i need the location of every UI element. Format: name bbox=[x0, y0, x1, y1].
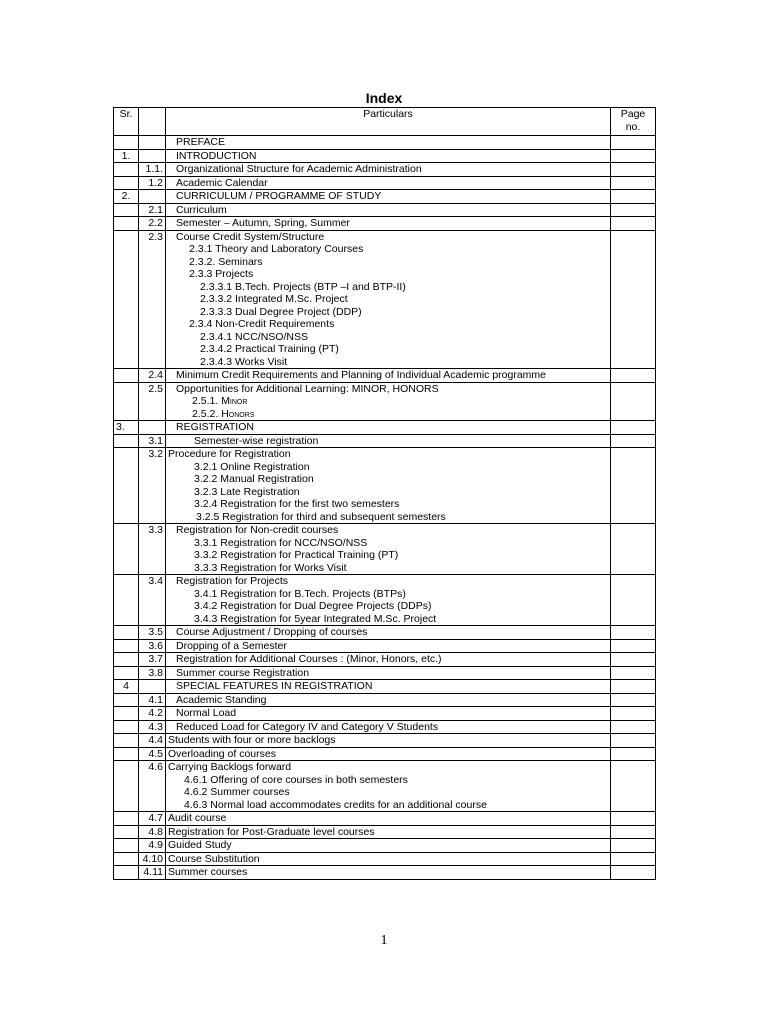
particulars-line: Reduced Load for Category IV and Category V Students bbox=[176, 720, 439, 733]
particulars-line: Summer courses bbox=[168, 866, 248, 878]
particulars-line: Guided Study bbox=[168, 839, 232, 851]
table-row bbox=[114, 852, 656, 866]
particulars-cell bbox=[166, 136, 611, 150]
index-table bbox=[113, 107, 656, 880]
particulars-line: Registration for Additional Courses : (Minor, Honors, etc.) bbox=[176, 653, 442, 665]
particulars-line: Academic Standing bbox=[176, 693, 267, 706]
particulars-line: 2.5.2. Honors bbox=[192, 407, 255, 420]
section-number-cell: 4.2 bbox=[139, 707, 166, 721]
section-number-cell: 2.2 bbox=[139, 217, 166, 231]
section-number-cell bbox=[139, 136, 166, 150]
section-number-cell: 4.9 bbox=[139, 839, 166, 853]
particulars-line: 3.4.2 Registration for Dual Degree Projects (DDPs) bbox=[194, 600, 432, 612]
particulars-cell bbox=[166, 203, 611, 217]
particulars-line: Overloading of courses bbox=[168, 747, 276, 760]
particulars-cell bbox=[166, 639, 611, 653]
particulars-cell bbox=[166, 421, 611, 435]
particulars-cell bbox=[166, 707, 611, 721]
table-row bbox=[114, 707, 656, 721]
table-row bbox=[114, 839, 656, 853]
header-sub bbox=[139, 108, 166, 136]
particulars-cell bbox=[166, 448, 611, 524]
section-number-cell bbox=[139, 190, 166, 204]
section-number-cell bbox=[139, 421, 166, 435]
sr-cell bbox=[114, 434, 139, 448]
sr-cell bbox=[114, 825, 139, 839]
particulars-line: CURRICULUM / PROGRAMME OF STUDY bbox=[176, 190, 382, 202]
page-title: Index bbox=[365, 90, 403, 106]
section-number-cell: 4.4 bbox=[139, 734, 166, 748]
page-no-cell bbox=[611, 575, 656, 626]
sr-cell bbox=[114, 230, 139, 369]
page-no-cell bbox=[611, 666, 656, 680]
sr-cell bbox=[114, 761, 139, 812]
sr-cell bbox=[114, 448, 139, 524]
particulars-line: 3.2.4 Registration for the first two semesters bbox=[194, 498, 400, 510]
section-number-cell: 4.8 bbox=[139, 825, 166, 839]
page-no-cell bbox=[611, 639, 656, 653]
particulars-line: 2.3.3.2 Integrated M.Sc. Project bbox=[200, 293, 348, 305]
table-row bbox=[114, 448, 656, 524]
sr-cell bbox=[114, 666, 139, 680]
particulars-line: INTRODUCTION bbox=[176, 149, 257, 162]
particulars-line: Curriculum bbox=[176, 203, 227, 216]
table-row bbox=[114, 382, 656, 421]
page-no-cell bbox=[611, 747, 656, 761]
sr-cell bbox=[114, 639, 139, 653]
particulars-line: Summer course Registration bbox=[176, 666, 310, 679]
page-no-cell bbox=[611, 653, 656, 667]
particulars-line: 2.5.1. Minor bbox=[192, 395, 248, 407]
section-number-cell: 3.2 bbox=[139, 448, 166, 524]
section-number-cell: 4.11 bbox=[139, 866, 166, 880]
particulars-cell bbox=[166, 693, 611, 707]
page-no-cell bbox=[611, 720, 656, 734]
section-number-cell: 3.8 bbox=[139, 666, 166, 680]
page-no-cell bbox=[611, 369, 656, 383]
sr-cell bbox=[114, 653, 139, 667]
particulars-cell bbox=[166, 524, 611, 575]
particulars-cell bbox=[166, 163, 611, 177]
particulars-line: Organizational Structure for Academic Administration bbox=[176, 163, 422, 175]
section-number-cell: 4.10 bbox=[139, 852, 166, 866]
table-row bbox=[114, 217, 656, 231]
section-number-cell: 4.5 bbox=[139, 747, 166, 761]
sr-cell bbox=[114, 176, 139, 190]
particulars-line: Audit course bbox=[168, 812, 227, 824]
table-row bbox=[114, 825, 656, 839]
sr-cell bbox=[114, 217, 139, 231]
table-row bbox=[114, 812, 656, 826]
particulars-line: 4.6.2 Summer courses bbox=[184, 786, 290, 798]
particulars-cell bbox=[166, 382, 611, 421]
page-number: 1 bbox=[380, 933, 388, 948]
particulars-cell bbox=[166, 680, 611, 694]
section-number-cell: 1.2 bbox=[139, 176, 166, 190]
sr-cell bbox=[114, 747, 139, 761]
particulars-line: 3.2.5 Registration for third and subsequent semesters bbox=[196, 510, 446, 523]
page-no-cell bbox=[611, 176, 656, 190]
sr-cell bbox=[114, 626, 139, 640]
section-number-cell: 3.7 bbox=[139, 653, 166, 667]
particulars-line: Dropping of a Semester bbox=[176, 639, 287, 652]
particulars-line: REGISTRATION bbox=[176, 421, 254, 433]
table-row bbox=[114, 693, 656, 707]
particulars-line: PREFACE bbox=[176, 136, 226, 148]
page-no-cell bbox=[611, 434, 656, 448]
particulars-cell bbox=[166, 866, 611, 880]
particulars-cell bbox=[166, 852, 611, 866]
sr-cell bbox=[114, 575, 139, 626]
particulars-line: 2.3.3.3 Dual Degree Project (DDP) bbox=[200, 305, 362, 318]
table-row bbox=[114, 149, 656, 163]
particulars-cell bbox=[166, 734, 611, 748]
particulars-cell bbox=[166, 149, 611, 163]
sr-cell bbox=[114, 812, 139, 826]
table-row bbox=[114, 761, 656, 812]
table-row bbox=[114, 524, 656, 575]
particulars-line: 2.3.3.1 B.Tech. Projects (BTP –I and BTP-II) bbox=[200, 280, 406, 293]
sr-cell bbox=[114, 524, 139, 575]
table-row bbox=[114, 369, 656, 383]
particulars-cell bbox=[166, 653, 611, 667]
table-row bbox=[114, 639, 656, 653]
header-particulars: Particulars bbox=[166, 108, 611, 136]
table-row bbox=[114, 680, 656, 694]
sr-cell bbox=[114, 866, 139, 880]
particulars-line: Course Substitution bbox=[168, 852, 260, 865]
section-number-cell: 4.6 bbox=[139, 761, 166, 812]
table-header-row bbox=[114, 108, 656, 136]
page-no-cell bbox=[611, 382, 656, 421]
particulars-line: Registration for Projects bbox=[176, 575, 289, 587]
particulars-line: 3.4.1 Registration for B.Tech. Projects (BTPs) bbox=[194, 587, 406, 600]
particulars-cell bbox=[166, 825, 611, 839]
section-number-cell: 4.3 bbox=[139, 720, 166, 734]
page-no-cell bbox=[611, 693, 656, 707]
header-sr: Sr. bbox=[114, 108, 139, 136]
particulars-line: Students with four or more backlogs bbox=[168, 734, 336, 746]
particulars-cell bbox=[166, 176, 611, 190]
particulars-line: Registration for Non-credit courses bbox=[176, 524, 339, 536]
sr-cell bbox=[114, 369, 139, 383]
sr-cell: 2. bbox=[114, 190, 139, 204]
sr-cell: 4 bbox=[114, 680, 139, 694]
particulars-line: 3.2.2 Manual Registration bbox=[194, 473, 314, 485]
particulars-line: Course Adjustment / Dropping of courses bbox=[176, 626, 368, 638]
page-no-cell bbox=[611, 190, 656, 204]
section-number-cell: 3.1 bbox=[139, 434, 166, 448]
particulars-line: 2.3.1 Theory and Laboratory Courses bbox=[189, 243, 364, 255]
page-no-cell bbox=[611, 524, 656, 575]
page-no-cell bbox=[611, 825, 656, 839]
table-row bbox=[114, 866, 656, 880]
page-no-cell bbox=[611, 230, 656, 369]
sr-cell bbox=[114, 136, 139, 150]
particulars-line: Carrying Backlogs forward bbox=[168, 761, 292, 773]
particulars-line: SPECIAL FEATURES IN REGISTRATION bbox=[176, 680, 373, 692]
section-number-cell: 3.3 bbox=[139, 524, 166, 575]
particulars-cell bbox=[166, 369, 611, 383]
sr-cell: 3. bbox=[114, 421, 139, 435]
section-number-cell: 2.4 bbox=[139, 369, 166, 383]
section-number-cell bbox=[139, 680, 166, 694]
table-row bbox=[114, 434, 656, 448]
sr-cell bbox=[114, 707, 139, 721]
particulars-line: Academic Calendar bbox=[176, 176, 268, 189]
section-number-cell: 4.1 bbox=[139, 693, 166, 707]
particulars-line: 4.6.1 Offering of core courses in both semesters bbox=[184, 773, 408, 786]
sr-cell bbox=[114, 734, 139, 748]
particulars-cell bbox=[166, 839, 611, 853]
particulars-cell bbox=[166, 720, 611, 734]
section-number-cell: 3.6 bbox=[139, 639, 166, 653]
page-no-cell bbox=[611, 839, 656, 853]
sr-cell bbox=[114, 163, 139, 177]
particulars-cell bbox=[166, 230, 611, 369]
particulars-line: Registration for Post-Graduate level courses bbox=[168, 825, 375, 838]
table-row bbox=[114, 575, 656, 626]
particulars-line: 2.3.4.1 NCC/NSO/NSS bbox=[200, 330, 308, 343]
table-row bbox=[114, 421, 656, 435]
page-no-cell bbox=[611, 136, 656, 150]
particulars-line: 3.2.3 Late Registration bbox=[194, 485, 300, 498]
particulars-cell bbox=[166, 666, 611, 680]
page-no-cell bbox=[611, 866, 656, 880]
page-no-cell bbox=[611, 163, 656, 177]
page-no-cell bbox=[611, 626, 656, 640]
section-number-cell bbox=[139, 149, 166, 163]
particulars-cell bbox=[166, 626, 611, 640]
page-no-cell bbox=[611, 217, 656, 231]
table-row bbox=[114, 163, 656, 177]
particulars-cell bbox=[166, 434, 611, 448]
particulars-line: 2.3.3 Projects bbox=[189, 268, 254, 280]
particulars-line: Semester-wise registration bbox=[194, 434, 319, 447]
page-no-cell bbox=[611, 680, 656, 694]
table-row bbox=[114, 734, 656, 748]
particulars-line: Minimum Credit Requirements and Planning of Individual Academic programme bbox=[176, 369, 547, 381]
particulars-cell bbox=[166, 575, 611, 626]
page-no-cell bbox=[611, 852, 656, 866]
particulars-cell bbox=[166, 747, 611, 761]
sr-cell bbox=[114, 203, 139, 217]
page-no-cell bbox=[611, 812, 656, 826]
table-row bbox=[114, 230, 656, 369]
header-page-no: Page no. bbox=[611, 108, 656, 136]
section-number-cell: 2.3 bbox=[139, 230, 166, 369]
particulars-cell bbox=[166, 812, 611, 826]
section-number-cell: 3.4 bbox=[139, 575, 166, 626]
particulars-line: Procedure for Registration bbox=[168, 448, 291, 460]
particulars-line: Semester – Autumn, Spring, Summer bbox=[176, 217, 350, 229]
page-no-cell bbox=[611, 707, 656, 721]
particulars-cell bbox=[166, 190, 611, 204]
particulars-line: 2.3.4.2 Practical Training (PT) bbox=[200, 343, 339, 355]
particulars-line: 2.3.4 Non-Credit Requirements bbox=[189, 318, 335, 330]
particulars-line: 3.4.3 Registration for 5year Integrated M.Sc. Project bbox=[194, 612, 437, 625]
sr-cell bbox=[114, 693, 139, 707]
particulars-line: 3.3.1 Registration for NCC/NSO/NSS bbox=[194, 536, 368, 549]
page-no-cell bbox=[611, 203, 656, 217]
particulars-line: 3.3.3 Registration for Works Visit bbox=[194, 561, 347, 574]
particulars-line: 2.3.2. Seminars bbox=[189, 255, 263, 268]
sr-cell bbox=[114, 839, 139, 853]
table-row bbox=[114, 203, 656, 217]
sr-cell bbox=[114, 382, 139, 421]
page-no-cell bbox=[611, 761, 656, 812]
table-row bbox=[114, 136, 656, 150]
sr-cell: 1. bbox=[114, 149, 139, 163]
particulars-cell bbox=[166, 217, 611, 231]
page-no-cell bbox=[611, 734, 656, 748]
particulars-line: Opportunities for Additional Learning: MINOR, HONORS bbox=[176, 382, 439, 395]
table-row bbox=[114, 653, 656, 667]
section-number-cell: 4.7 bbox=[139, 812, 166, 826]
particulars-line: Normal Load bbox=[176, 707, 237, 719]
sr-cell bbox=[114, 852, 139, 866]
sr-cell bbox=[114, 720, 139, 734]
table-row bbox=[114, 747, 656, 761]
table-row bbox=[114, 666, 656, 680]
section-number-cell: 1.1. bbox=[139, 163, 166, 177]
section-number-cell: 2.1 bbox=[139, 203, 166, 217]
particulars-line: 3.2.1 Online Registration bbox=[194, 460, 310, 473]
particulars-line: 4.6.3 Normal load accommodates credits for an additional course bbox=[184, 798, 487, 811]
table-row bbox=[114, 190, 656, 204]
page-no-cell bbox=[611, 448, 656, 524]
page-no-cell bbox=[611, 149, 656, 163]
table-row bbox=[114, 720, 656, 734]
particulars-line: 2.3.4.3 Works Visit bbox=[200, 355, 288, 368]
particulars-line: Course Credit System/Structure bbox=[176, 230, 325, 243]
table-row bbox=[114, 176, 656, 190]
section-number-cell: 2.5 bbox=[139, 382, 166, 421]
particulars-line: 3.3.2 Registration for Practical Training (PT) bbox=[194, 549, 399, 561]
table-row bbox=[114, 626, 656, 640]
section-number-cell: 3.5 bbox=[139, 626, 166, 640]
page-no-cell bbox=[611, 421, 656, 435]
particulars-cell bbox=[166, 761, 611, 812]
